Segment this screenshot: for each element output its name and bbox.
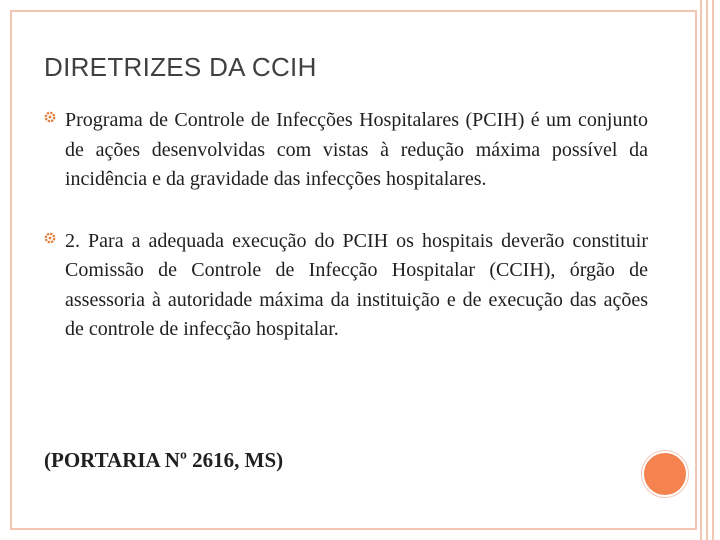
bullet-list (44, 106, 648, 377)
source-citation: (PORTARIA Nº 2616, MS) (44, 448, 284, 472)
gear-icon (44, 111, 56, 123)
gear-icon (44, 232, 56, 244)
decorative-rail (712, 0, 714, 540)
slide-title: DIRETRIZES DA CCIH (44, 52, 317, 82)
decorative-rail (700, 0, 702, 540)
bullet-text: 2. Para a adequada execução do PCIH os hospitais deverão constituir Comissão de Controle de Infecção Hospitalar (CCIH), órgão de assessoria à autoridade máxima da instituição e de execução das ações de controle de infecção hospitalar. (65, 229, 648, 340)
bullet-item (44, 106, 648, 195)
decorative-rail (706, 0, 708, 540)
bullet-item (44, 227, 648, 345)
decorative-circle (642, 451, 688, 497)
bullet-text: Programa de Controle de Infecções Hospitalares (PCIH) é um conjunto de ações desenvolvidas com vistas à redução máxima possível da incidência e da gravidade das infecções hospitalares. (65, 109, 648, 190)
